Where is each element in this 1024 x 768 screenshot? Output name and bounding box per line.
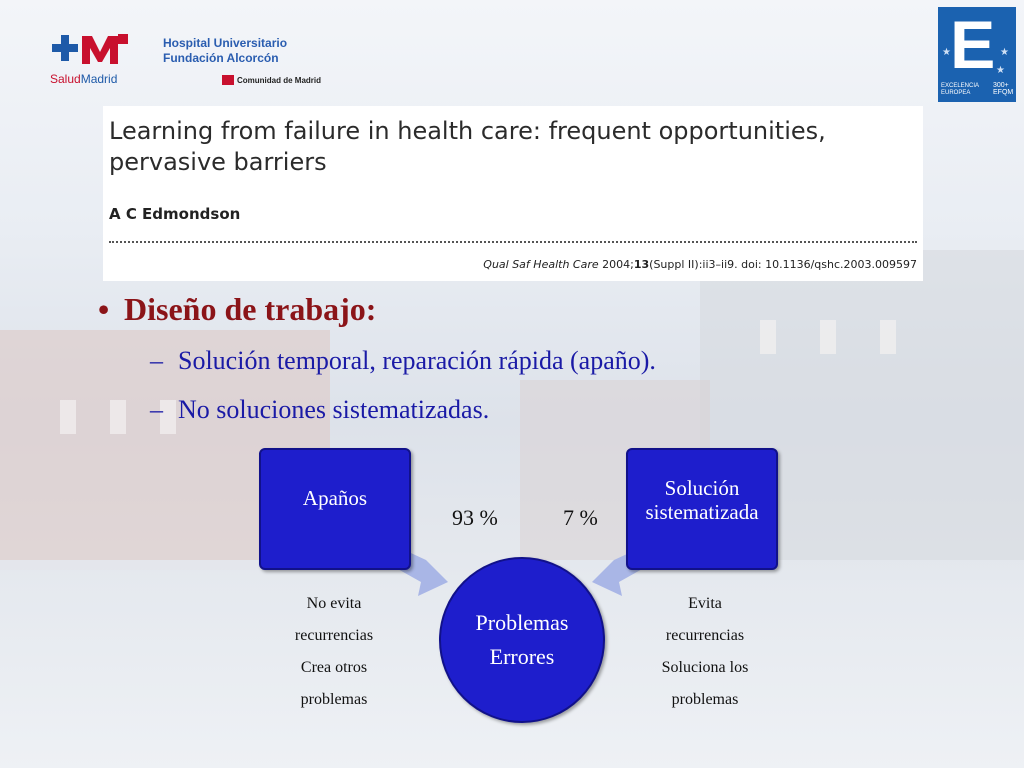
efqm-small: EFQM bbox=[993, 89, 1014, 96]
problemas-circle bbox=[439, 557, 605, 723]
right-note-line: Evita bbox=[688, 595, 722, 612]
efqm-line-2: EUROPEA bbox=[941, 90, 971, 96]
citation-journal: Qual Saf Health Care bbox=[483, 258, 599, 271]
dash-icon: – bbox=[150, 346, 163, 375]
sub-bullet-1-text: Solución temporal, reparación rápida (apaño). bbox=[178, 346, 656, 375]
citation-pages-doi: (Suppl II):ii3–ii9. doi: 10.1136/qshc.2003.009597 bbox=[649, 258, 917, 271]
efqm-line-1: EXCELENCIA bbox=[941, 83, 980, 89]
right-percentage: 7 % bbox=[563, 505, 598, 530]
left-note-line: problemas bbox=[300, 691, 368, 708]
sub-bullet-2-text: No soluciones sistematizadas. bbox=[178, 395, 490, 424]
right-note-line: Soluciona los bbox=[661, 659, 749, 676]
right-note-line: problemas bbox=[671, 691, 739, 708]
salud-word: Salud bbox=[50, 72, 81, 86]
main-bullet-text: Diseño de trabajo: bbox=[124, 291, 377, 327]
comunidad-text: Comunidad de Madrid bbox=[237, 75, 321, 85]
dash-icon: – bbox=[150, 395, 163, 424]
citation-year: 2004; bbox=[598, 258, 634, 271]
efqm-letter: E bbox=[950, 7, 996, 83]
paper-author: A C Edmondson bbox=[109, 205, 241, 223]
right-notes bbox=[635, 588, 775, 716]
solucion-label: Solución sistematizada bbox=[645, 476, 759, 524]
left-note-line: recurrencias bbox=[294, 627, 374, 644]
paper-title: Learning from failure in health care: frequent opportunities, pervasive barriers bbox=[109, 117, 826, 176]
star-icon: ★ bbox=[942, 47, 951, 58]
star-icon: ★ bbox=[1000, 47, 1009, 58]
citation-volume: 13 bbox=[633, 258, 650, 271]
apanos-box bbox=[259, 448, 411, 570]
solucion-box bbox=[626, 448, 778, 570]
circle-line-1: Problemas bbox=[475, 610, 569, 635]
hospital-line-1: Hospital Universitario bbox=[163, 36, 288, 50]
bullet-dot-icon: • bbox=[98, 291, 110, 327]
left-note-line: Crea otros bbox=[300, 659, 368, 676]
left-note-line: No evita bbox=[306, 595, 362, 612]
efqm-300-label: 300+ bbox=[993, 82, 1009, 89]
circle-line-2: Errores bbox=[489, 644, 555, 669]
left-percentage: 93 % bbox=[452, 505, 498, 530]
star-icon: ★ bbox=[996, 65, 1005, 76]
hospital-line-2: Fundación Alcorcón bbox=[163, 51, 279, 65]
madrid-word: Madrid bbox=[80, 72, 118, 86]
apanos-label: Apaños bbox=[302, 486, 368, 510]
right-note-line: recurrencias bbox=[665, 627, 745, 644]
left-notes bbox=[264, 588, 404, 716]
